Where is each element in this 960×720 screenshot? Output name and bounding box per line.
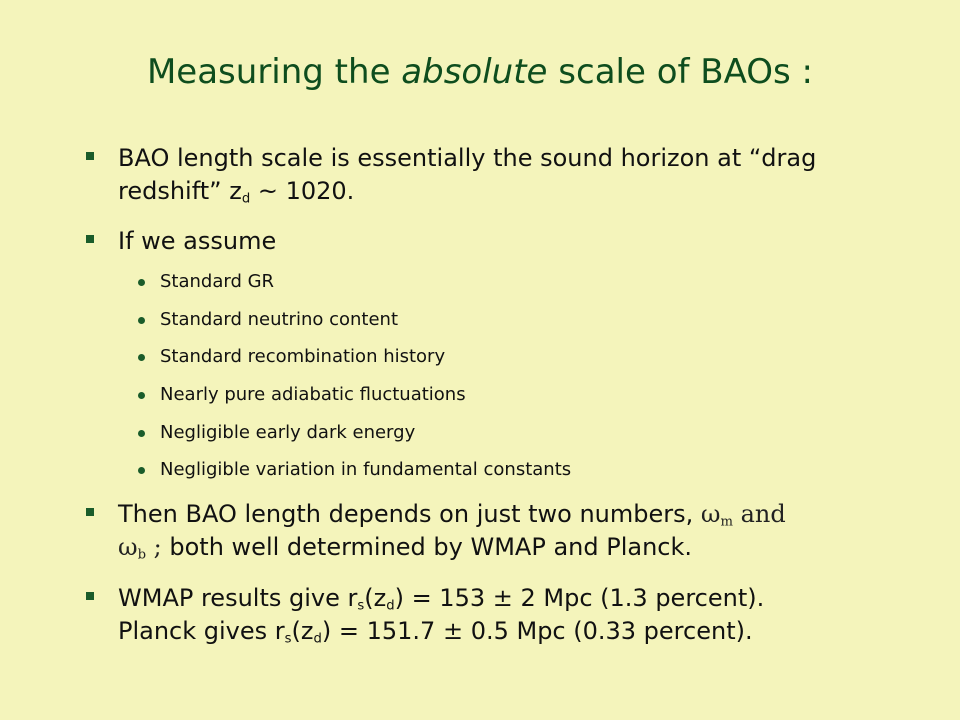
sub-item: [160, 308, 880, 332]
bullet-3-text-end: both well determined by WMAP and Planck.: [161, 533, 692, 561]
title-pre: Measuring the: [146, 52, 402, 92]
sub-item-text: Standard neutrino content: [160, 309, 399, 330]
planck-line-pre: Planck gives r: [118, 617, 285, 645]
sub-item-text: Negligible variation in fundamental constants: [160, 459, 572, 480]
sub-item-text: Standard GR: [160, 271, 275, 292]
wmap-line-post: ) = 153: [394, 584, 493, 612]
omega-b-symbol: ω: [118, 533, 138, 561]
square-bullet-icon: [86, 235, 94, 243]
bullet-3-text: Then BAO length depends on just two numbers,: [118, 500, 701, 528]
wmap-sub-d: d: [386, 598, 395, 614]
bullet-2-text: If we assume: [118, 227, 277, 255]
planck-line-post: ) = 151.7: [321, 617, 443, 645]
sub-item: [160, 345, 880, 369]
square-bullet-icon: [86, 592, 94, 600]
square-bullet-icon: [86, 152, 94, 160]
sub-item: [160, 458, 880, 482]
title-post: scale of BAOs :: [547, 52, 814, 92]
sub-item-text: Negligible early dark energy: [160, 422, 416, 443]
planck-sub-s: s: [284, 631, 292, 647]
dot-bullet-icon: [138, 467, 145, 474]
dot-bullet-icon: [138, 354, 145, 361]
title-emphasis: absolute: [401, 52, 548, 92]
plus-minus-symbol: ±: [442, 617, 464, 645]
planck-line-end: 0.5 Mpc (0.33 percent).: [463, 617, 753, 645]
sub-item-text: Standard recombination history: [160, 346, 446, 367]
slide-title: [0, 50, 960, 94]
sub-item-text: Nearly pure adiabatic fluctuations: [160, 384, 466, 405]
omega-m-sub: m: [720, 514, 733, 530]
omega-m-symbol: ω: [700, 500, 721, 528]
bullet-item-results: [118, 582, 918, 648]
wmap-line-pre: WMAP results give r: [118, 584, 358, 612]
wmap-sub-s: s: [357, 598, 365, 614]
planck-sub-d: d: [313, 631, 322, 647]
sub-item: [160, 421, 880, 445]
dot-bullet-icon: [138, 279, 145, 286]
bullet-item-assume: [118, 225, 918, 258]
square-bullet-icon: [86, 508, 94, 516]
omega-b-sub: b: [137, 547, 147, 563]
plus-minus-symbol: ±: [492, 584, 513, 612]
wmap-line-end: 2 Mpc (1.3 percent).: [512, 584, 765, 612]
bullet-item-bao-length: [118, 142, 918, 208]
sub-item: [160, 383, 880, 407]
semicolon: ;: [146, 533, 162, 561]
bullet-1-text-end: ~ 1020.: [250, 177, 355, 205]
dot-bullet-icon: [138, 430, 145, 437]
and-word: and: [732, 500, 786, 528]
dot-bullet-icon: [138, 317, 145, 324]
bullet-1-text: BAO length scale is essentially the sound horizon at “drag redshift” z: [118, 144, 817, 205]
dot-bullet-icon: [138, 392, 145, 399]
bullet-item-two-numbers: [118, 498, 918, 564]
planck-line-mid: (z: [291, 617, 314, 645]
bullet-1-sub: d: [241, 191, 251, 207]
wmap-line-mid: (z: [364, 584, 387, 612]
sub-item: [160, 270, 880, 294]
